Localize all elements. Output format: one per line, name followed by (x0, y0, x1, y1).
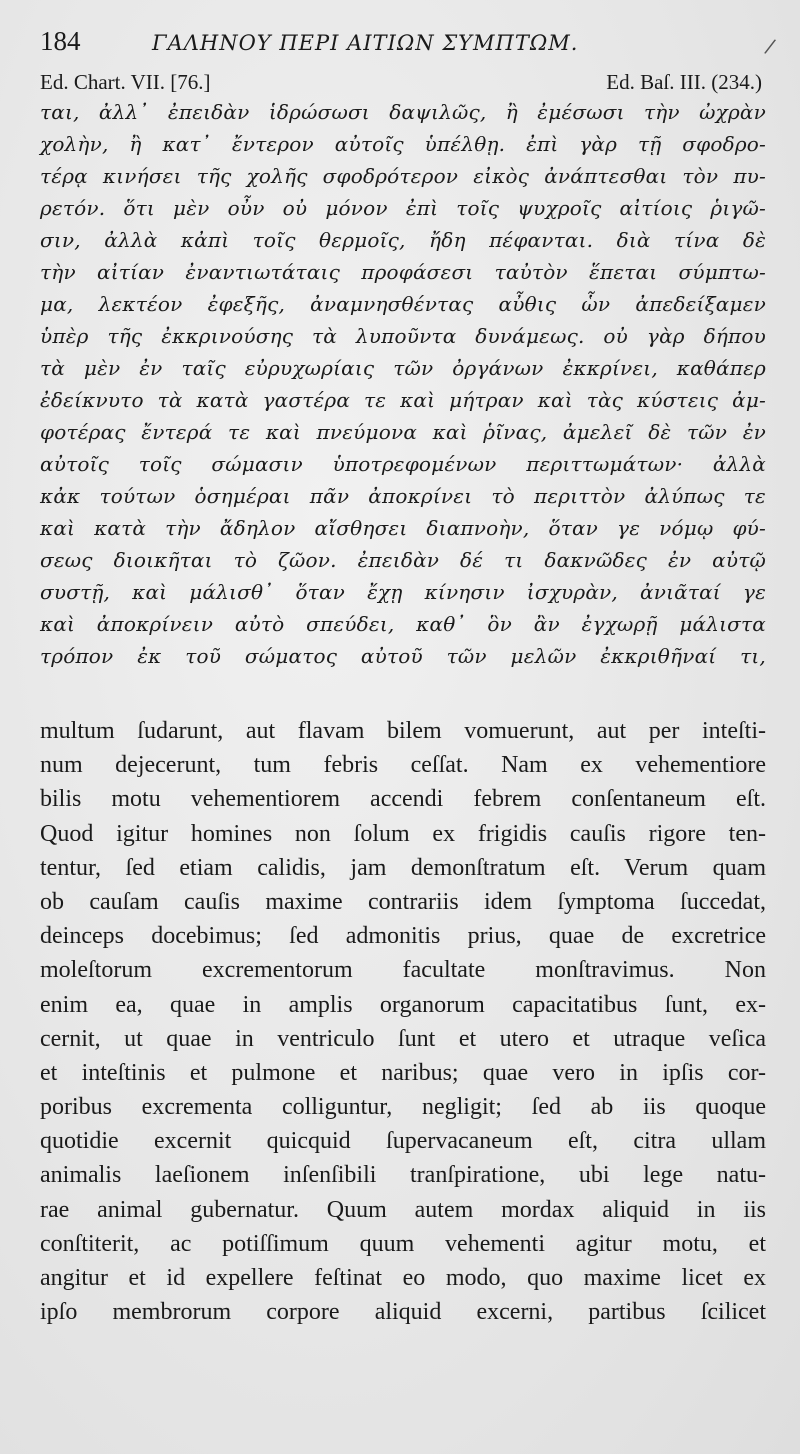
running-title: ΓΑΛΗΝΟΥ ΠΕΡΙ ΑΙΤΙΩΝ ΣΥΜΠΤΩΜ. (152, 31, 579, 55)
greek-line: ἐδείκνυτο τὰ κατὰ γαστέρα τε καὶ μήτραν καὶ τὰς κύστεις ἀμ- (40, 388, 766, 412)
latin-line: Quod igitur homines non ſolum ex frigidis cauſis rigore ten- (40, 820, 766, 847)
latin-line: num dejecerunt, tum febris ceſſat. Nam ex vehementiore (40, 752, 766, 779)
greek-line: ρετόν. ὅτι μὲν οὖν οὐ μόνον ἐπὶ τοῖς ψυχροῖς αἰτίοις ῥιγῶ- (40, 196, 766, 220)
edition-right: Ed. Baſ. III. (234.) (606, 70, 762, 94)
greek-line: μα, λεκτέον ἐφεξῆς, ἀναμνησθέντας αὖθις ὧν ἀπεδείξαμεν (40, 292, 766, 316)
greek-line: χολὴν, ἢ κατ᾽ ἔντερον αὐτοῖς ὑπέλθῃ. ἐπὶ γὰρ τῇ σφοδρο- (40, 132, 766, 156)
greek-line: τὴν αἰτίαν ἐναντιωτάταις προφάσεσι ταὐτὸν ἕπεται σύμπτω- (40, 260, 766, 284)
greek-line: συστῇ, καὶ μάλισθ᾽ ὅταν ἔχῃ κίνησιν ἰσχυρὰν, ἀνιᾶταί γε (40, 580, 766, 604)
greek-line: κἀκ τούτων ὁσημέραι πᾶν ἀποκρίνει τὸ περιττὸν ἀλύπως τε (40, 484, 766, 508)
latin-line: et inteſtinis et pulmone et naribus; quae vero in ipſis cor- (40, 1059, 766, 1086)
latin-line: cernit, ut quae in ventriculo ſunt et utero et utraque veſica (40, 1025, 766, 1052)
running-head (40, 26, 766, 62)
greek-line: σεως διοικῆται τὸ ζῶον. ἐπειδὰν δέ τι δακνῶδες ἐν αὐτῷ (40, 548, 766, 572)
page-number: 184 (40, 26, 81, 56)
latin-line: moleſtorum excrementorum facultate monſtravimus. Non (40, 957, 766, 984)
latin-line: rae animal gubernatur. Quum autem mordax aliquid in iis (40, 1196, 766, 1223)
greek-line: τρόπον ἐκ τοῦ σώματος αὐτοῦ τῶν μελῶν ἐκκριθῆναί τι, (40, 644, 766, 668)
greek-line: ὑπὲρ τῆς ἐκκρινούσης τὰ λυποῦντα δυνάμεως. οὐ γὰρ δήπου (40, 324, 766, 348)
edition-left: Ed. Chart. VII. [76.] (40, 70, 211, 94)
latin-text-block (40, 714, 766, 1329)
greek-line: φοτέρας ἔντερά τε καὶ πνεύμονα καὶ ῥῖνας, ἀμελεῖ δὲ τῶν ἐν (40, 420, 766, 444)
latin-line: angitur et id expellere feſtinat eo modo, quo maxime licet ex (40, 1265, 766, 1291)
greek-line: καὶ κατὰ τὴν ἄδηλον αἴσθησει διαπνοὴν, ὅταν γε νόμῳ φύ- (40, 516, 766, 540)
greek-line: ται, ἀλλ᾽ ἐπειδὰν ἱδρώσωσι δαψιλῶς, ἢ ἐμέσωσι τὴν ὠχρὰν (40, 100, 766, 124)
latin-line: deinceps docebimus; ſed admonitis prius, quae de excretrice (40, 923, 766, 950)
latin-line: quotidie excernit quicquid ſupervacaneum eſt, citra ullam (40, 1128, 766, 1155)
latin-line: poribus excrementa colliguntur, negligit; ſed ab iis quoque (40, 1094, 766, 1121)
greek-line: τὰ μὲν ἐν ταῖς εὐρυχωρίαις τῶν ὀργάνων ἐκκρίνει, καθάπερ (40, 356, 766, 380)
section-gap (40, 672, 766, 714)
greek-line: τέρᾳ κινήσει τῆς χολῆς σφοδρότερον εἰκὸς ἀνάπτεσθαι τὸν πυ- (40, 164, 766, 188)
latin-line: animalis laeſionem inſenſibili tranſpiratione, ubi lege natu- (40, 1162, 766, 1189)
latin-line: tentur, ſed etiam calidis, jam demonſtratum eſt. Verum quam (40, 854, 766, 881)
latin-line: conſtiterit, ac potiſſimum quum vehementi agitur motu, et (40, 1230, 766, 1257)
latin-line: ob cauſam cauſis maxime contrariis idem ſymptoma ſuccedat, (40, 888, 766, 915)
latin-line: enim ea, quae in amplis organorum capacitatibus ſunt, ex- (40, 991, 766, 1018)
latin-line: bilis motu vehementiorem accendi febrem conſentaneum eſt. (40, 786, 766, 813)
latin-line: ipſo membrorum corpore aliquid excerni, partibus ſcilicet (40, 1299, 766, 1326)
greek-text-block (40, 96, 766, 672)
edition-line (40, 68, 766, 96)
corner-mark-icon: / (763, 33, 778, 59)
latin-line: multum ſudarunt, aut flavam bilem vomuerunt, aut per inteſti- (40, 718, 766, 744)
greek-line: αὐτοῖς τοῖς σώμασιν ὑποτρεφομένων περιττωμάτων· ἀλλὰ (40, 452, 766, 476)
greek-line: καὶ ἀποκρίνειν αὐτὸ σπεύδει, καθ᾽ ὃν ἂν ἐγχωρῇ μάλιστα (40, 612, 766, 636)
greek-line: σιν, ἀλλὰ κἀπὶ τοῖς θερμοῖς, ἤδη πέφανται. διὰ τίνα δὲ (40, 228, 766, 252)
